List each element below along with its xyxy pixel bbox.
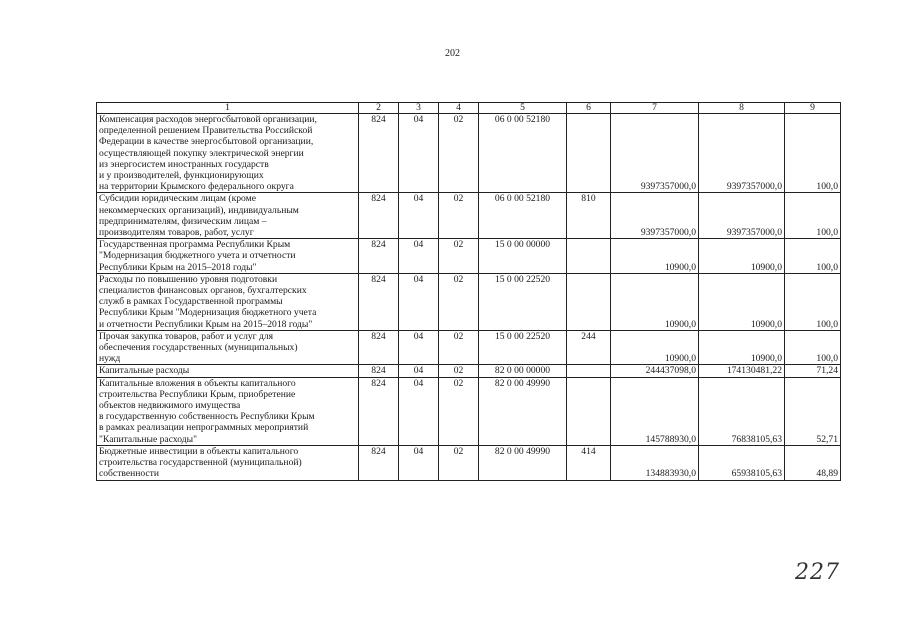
section-code: 04 (399, 239, 439, 274)
column-header: 3 (399, 103, 439, 114)
target-article-code: 06 0 00 52180 (479, 193, 567, 239)
actual-amount: 10900,0 (699, 273, 785, 330)
grbs-code: 824 (359, 377, 399, 445)
subsection-code: 02 (439, 273, 479, 330)
target-article-code: 15 0 00 22520 (479, 330, 567, 365)
expense-type-code (567, 114, 611, 193)
table-row (97, 114, 841, 193)
planned-amount: 9397357000,0 (611, 193, 699, 239)
column-header: 6 (567, 103, 611, 114)
expense-type-code (567, 273, 611, 330)
page-number: 202 (445, 48, 460, 59)
grbs-code: 824 (359, 273, 399, 330)
planned-amount: 244437098,0 (611, 365, 699, 377)
header-row (97, 103, 841, 114)
execution-percent: 100,0 (785, 273, 841, 330)
execution-percent: 48,89 (785, 445, 841, 480)
section-code: 04 (399, 445, 439, 480)
row-description: Бюджетные инвестиции в объекты капитального строительства государственной (муниципальной) собственности (97, 445, 359, 480)
execution-percent: 100,0 (785, 114, 841, 193)
grbs-code: 824 (359, 445, 399, 480)
expense-type-code (567, 377, 611, 445)
planned-amount: 9397357000,0 (611, 114, 699, 193)
row-description: Капитальные вложения в объекты капитального строительства Республики Крым, приобретение объектов недвижимого имущества в государственную собственность Республики Крым в рамках реализации непрограммных мероприятий "Капитальные расходы" (97, 377, 359, 445)
target-article-code: 15 0 00 22520 (479, 273, 567, 330)
grbs-code: 824 (359, 365, 399, 377)
planned-amount: 10900,0 (611, 330, 699, 365)
planned-amount: 134883930,0 (611, 445, 699, 480)
actual-amount: 76838105,63 (699, 377, 785, 445)
actual-amount: 65938105,63 (699, 445, 785, 480)
table-row (97, 445, 841, 480)
target-article-code: 82 0 00 49990 (479, 377, 567, 445)
table-row (97, 239, 841, 274)
execution-percent: 71,24 (785, 365, 841, 377)
expense-type-code: 414 (567, 445, 611, 480)
subsection-code: 02 (439, 445, 479, 480)
table-row (97, 330, 841, 365)
handwritten-page-number: 227 (795, 560, 840, 585)
column-header: 4 (439, 103, 479, 114)
section-code: 04 (399, 377, 439, 445)
target-article-code: 15 0 00 00000 (479, 239, 567, 274)
row-description: Капитальные расходы (97, 365, 359, 377)
target-article-code: 06 0 00 52180 (479, 114, 567, 193)
expense-type-code: 244 (567, 330, 611, 365)
column-header: 8 (699, 103, 785, 114)
table-row (97, 377, 841, 445)
target-article-code: 82 0 00 00000 (479, 365, 567, 377)
grbs-code: 824 (359, 330, 399, 365)
grbs-code: 824 (359, 193, 399, 239)
actual-amount: 9397357000,0 (699, 114, 785, 193)
section-code: 04 (399, 193, 439, 239)
execution-percent: 100,0 (785, 239, 841, 274)
expense-type-code (567, 365, 611, 377)
column-header: 7 (611, 103, 699, 114)
section-code: 04 (399, 114, 439, 193)
execution-percent: 52,71 (785, 377, 841, 445)
actual-amount: 10900,0 (699, 239, 785, 274)
actual-amount: 10900,0 (699, 330, 785, 365)
actual-amount: 9397357000,0 (699, 193, 785, 239)
grbs-code: 824 (359, 114, 399, 193)
subsection-code: 02 (439, 365, 479, 377)
row-description: Расходы по повышению уровня подготовки специалистов финансовых органов, бухгалтерских служб в рамках Государственной программы Республики Крым "Модернизация бюджетного учета и отчетности Республики Крым на 2015–2018 годы" (97, 273, 359, 330)
planned-amount: 10900,0 (611, 273, 699, 330)
row-description: Компенсация расходов энергосбытовой организации, определенной решением Правительства Российской Федерации в качестве энергосбытовой организации, осуществляющей покупку электрической энергии из энергосистем иностранных государств и у производителей, функционирующих на территории Крымского федерального округа (97, 114, 359, 193)
table-row (97, 273, 841, 330)
section-code: 04 (399, 273, 439, 330)
section-code: 04 (399, 330, 439, 365)
expense-type-code (567, 239, 611, 274)
row-description: Прочая закупка товаров, работ и услуг для обеспечения государственных (муниципальных) нужд (97, 330, 359, 365)
subsection-code: 02 (439, 193, 479, 239)
row-description: Государственная программа Республики Крым "Модернизация бюджетного учета и отчетности Республики Крым на 2015–2018 годы" (97, 239, 359, 274)
column-header: 1 (97, 103, 359, 114)
table-row (97, 365, 841, 377)
expense-type-code: 810 (567, 193, 611, 239)
budget-table (96, 102, 841, 481)
subsection-code: 02 (439, 377, 479, 445)
target-article-code: 82 0 00 49990 (479, 445, 567, 480)
grbs-code: 824 (359, 239, 399, 274)
execution-percent: 100,0 (785, 193, 841, 239)
column-header: 9 (785, 103, 841, 114)
subsection-code: 02 (439, 239, 479, 274)
column-header: 5 (479, 103, 567, 114)
planned-amount: 10900,0 (611, 239, 699, 274)
row-description: Субсидии юридическим лицам (кроме некоммерческих организаций), индивидуальным предпринимателям, физическим лицам – производителям товаров, работ, услуг (97, 193, 359, 239)
planned-amount: 145788930,0 (611, 377, 699, 445)
table-row (97, 193, 841, 239)
section-code: 04 (399, 365, 439, 377)
column-header: 2 (359, 103, 399, 114)
actual-amount: 174130481,22 (699, 365, 785, 377)
execution-percent: 100,0 (785, 330, 841, 365)
subsection-code: 02 (439, 114, 479, 193)
subsection-code: 02 (439, 330, 479, 365)
